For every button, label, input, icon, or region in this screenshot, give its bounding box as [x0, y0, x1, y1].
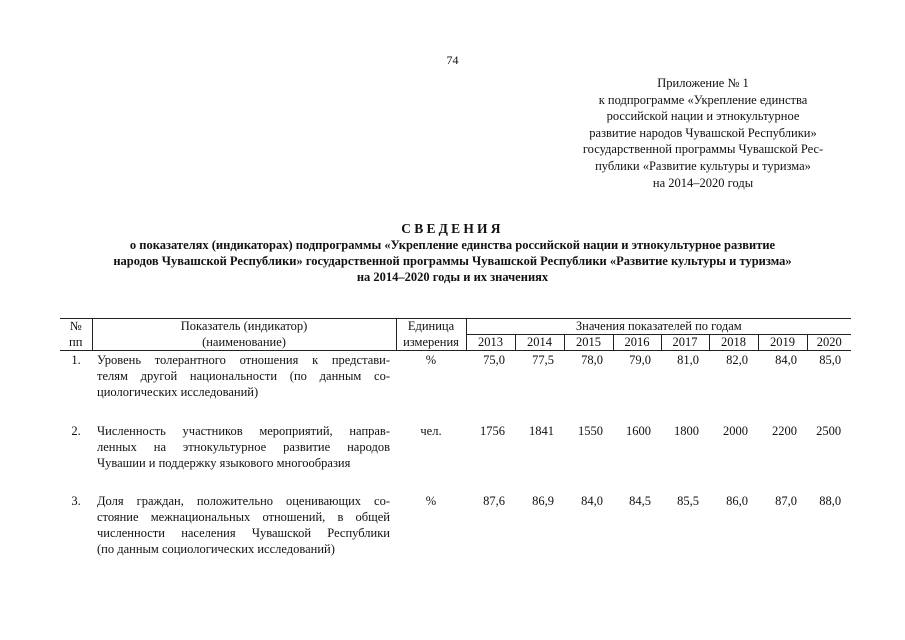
indicator-name-line: численности населения Чувашской Республики	[97, 526, 390, 540]
value-cell: 77,5	[532, 353, 554, 367]
header-num-top: №	[60, 319, 92, 335]
appendix-line: к подпрограмме «Укрепление единства	[598, 92, 808, 107]
subtitle-line: на 2014–2020 годы и их значениях	[356, 270, 549, 284]
indicators-table	[60, 318, 851, 573]
header-name-top: Показатель (индикатор)	[92, 319, 396, 335]
value-cell: 1800	[674, 424, 699, 438]
row-number: 3.	[71, 494, 81, 508]
indicator-name-line: телям другой национальности (по данным со-	[97, 369, 390, 383]
document-title: СВЕДЕНИЯ	[401, 221, 504, 236]
header-year: 2020	[807, 335, 851, 351]
value-cell: 85,0	[819, 353, 842, 367]
indicator-name-line: Чувашии и поддержку языкового многообразия	[97, 456, 351, 470]
appendix-line: Приложение № 1	[657, 76, 749, 90]
appendix-line: развитие народов Чувашской Республики»	[589, 125, 817, 140]
indicator-name-line: Доля граждан, положительно оценивающих со-	[97, 494, 390, 508]
value-cell: 86,0	[726, 494, 748, 508]
value-cell: 86,9	[532, 494, 554, 508]
subtitle-line: народов Чувашской Республики» государственной программы Чувашской Республики «Развитие культуры и туризма»	[113, 254, 792, 268]
document-subtitle	[50, 237, 855, 285]
value-cell: 81,0	[677, 353, 699, 367]
indicator-name-line: стояние межнациональных отношений, в общей	[97, 510, 390, 524]
appendix-line: государственной программы Чувашской Рес-	[582, 142, 824, 157]
indicator-name	[92, 489, 396, 573]
header-unit-bottom: измерения	[396, 335, 466, 351]
value-cell: 84,0	[581, 494, 603, 508]
table-row	[60, 489, 851, 573]
appendix-note	[548, 75, 858, 191]
value-cell: 1600	[626, 424, 651, 438]
header-name-bottom: (наименование)	[92, 335, 396, 351]
value-cell: 79,0	[629, 353, 651, 367]
value-cell: 87,0	[775, 494, 797, 508]
indicator-name-line: (по данным социологических исследований)	[97, 542, 335, 556]
value-cell: 2500	[816, 424, 842, 438]
header-year: 2014	[515, 335, 564, 351]
value-cell: 78,0	[581, 353, 603, 367]
header-year: 2016	[613, 335, 661, 351]
header-year: 2013	[466, 335, 515, 351]
header-years-title: Значения показателей по годам	[466, 319, 851, 335]
indicator-name-line: Уровень толерантного отношения к представи-	[97, 353, 390, 367]
appendix-line: российской нации и этнокультурное	[606, 109, 800, 124]
appendix-line: публики «Развитие культуры и туризма»	[595, 158, 811, 173]
header-year: 2015	[564, 335, 613, 351]
header-year: 2019	[758, 335, 807, 351]
value-cell: 88,0	[819, 494, 842, 508]
header-unit-top: Единица	[396, 319, 466, 335]
table-row	[60, 418, 851, 489]
indicator-name-line: циологических исследований)	[97, 385, 259, 399]
value-cell: 2200	[772, 424, 797, 438]
row-number: 1.	[71, 353, 81, 367]
indicator-name	[92, 418, 396, 489]
unit-cell: %	[425, 353, 437, 367]
value-cell: 1756	[480, 424, 505, 438]
value-cell: 2000	[723, 424, 748, 438]
row-number: 2.	[71, 424, 81, 438]
value-cell: 1550	[578, 424, 603, 438]
indicator-name-line: Численность участников мероприятий, направ-	[97, 424, 390, 438]
value-cell: 84,0	[775, 353, 797, 367]
indicator-name	[92, 351, 396, 419]
unit-cell: %	[425, 494, 437, 508]
value-cell: 84,5	[629, 494, 651, 508]
value-cell: 75,0	[483, 353, 505, 367]
page-number: 74	[446, 53, 459, 67]
appendix-line: на 2014–2020 годы	[652, 175, 754, 190]
value-cell: 1841	[529, 424, 554, 438]
unit-cell: чел.	[420, 424, 442, 438]
subtitle-line: о показателях (индикаторах) подпрограммы «Укрепление единства российской нации и этнокультурное развитие	[129, 238, 776, 252]
value-cell: 87,6	[483, 494, 505, 508]
value-cell: 85,5	[677, 494, 699, 508]
header-year: 2017	[661, 335, 709, 351]
value-cell: 82,0	[726, 353, 748, 367]
indicator-name-line: ленных на этнокультурное развитие народов	[97, 440, 390, 454]
header-year: 2018	[709, 335, 758, 351]
header-num-bottom: пп	[60, 335, 92, 351]
table-row	[60, 351, 851, 419]
